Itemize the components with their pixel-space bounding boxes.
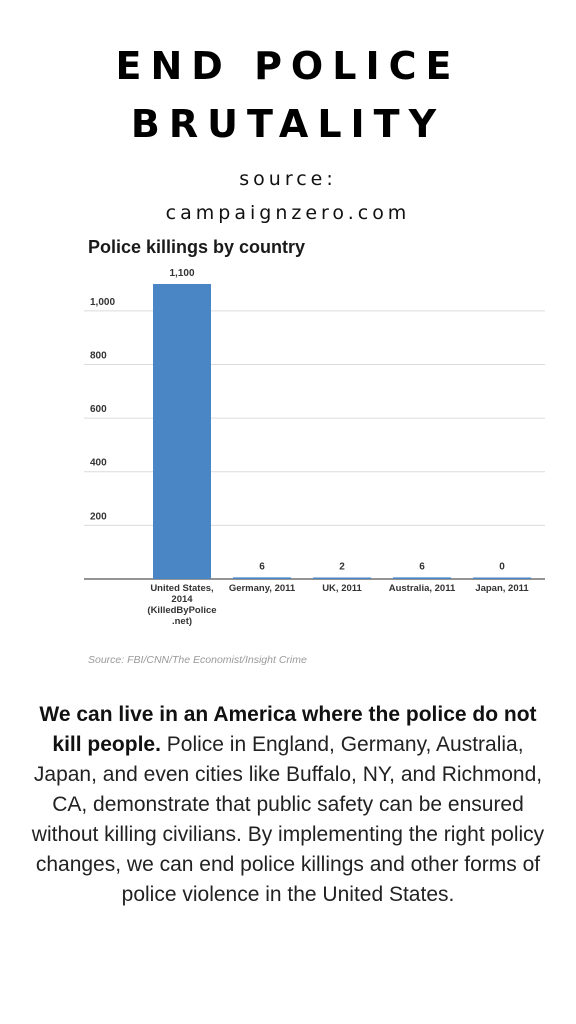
source-label: source: bbox=[239, 168, 337, 190]
x-tick-label-line: Japan, 2011 bbox=[475, 583, 529, 594]
data-label: 1,100 bbox=[169, 268, 195, 279]
chart-source: Source: FBI/CNN/The Economist/Insight Crime bbox=[88, 654, 307, 666]
body-lead: We can live in an America where the police do not kill people. bbox=[39, 703, 537, 756]
headline-line-2: BRUTALITY bbox=[130, 102, 446, 146]
bar bbox=[153, 284, 211, 579]
headline-line-1: END POLICE bbox=[115, 44, 461, 88]
y-tick-label: 200 bbox=[90, 511, 107, 523]
y-tick-label: 800 bbox=[90, 350, 107, 362]
x-tick-label-line: Germany, 2011 bbox=[228, 583, 296, 594]
y-tick-label: 1,000 bbox=[90, 296, 116, 308]
y-tick-label: 400 bbox=[90, 457, 107, 469]
body-copy bbox=[30, 700, 546, 910]
x-tick-label bbox=[389, 583, 456, 594]
x-tick-label bbox=[147, 583, 216, 627]
chart-canvas bbox=[80, 232, 560, 672]
bar bbox=[313, 578, 371, 580]
x-tick-label bbox=[322, 583, 362, 594]
bar bbox=[473, 578, 531, 580]
x-tick-label-line: .net) bbox=[171, 616, 193, 627]
source-site[interactable]: campaignzero.com bbox=[165, 202, 411, 224]
x-tick-label-line: United States, bbox=[150, 583, 214, 594]
body-text: Police in England, Germany, Australia, Japan, and even cities like Buffalo, NY, and Richmond, CA, demonstrate that public safety can be ensured without killing civilians. By implementing the right policy changes, we can end police killings and other forms of police violence in the United States. bbox=[31, 733, 545, 906]
x-tick-label bbox=[229, 583, 296, 594]
data-label: 2 bbox=[339, 561, 345, 573]
y-tick-label: 600 bbox=[90, 404, 107, 416]
chart-title: Police killings by country bbox=[88, 237, 306, 257]
data-label: 6 bbox=[419, 561, 425, 573]
bar bbox=[233, 577, 291, 579]
data-label: 0 bbox=[499, 561, 505, 573]
x-tick-label-line: (KilledByPolice bbox=[147, 605, 217, 616]
x-tick-label-line: 2014 bbox=[171, 594, 193, 605]
data-label: 6 bbox=[259, 561, 265, 573]
x-tick-label-line: UK, 2011 bbox=[322, 583, 362, 594]
bar bbox=[393, 577, 451, 579]
x-tick-label-line: Australia, 2011 bbox=[388, 583, 456, 594]
x-tick-label bbox=[475, 583, 529, 594]
bar-chart bbox=[80, 232, 560, 672]
